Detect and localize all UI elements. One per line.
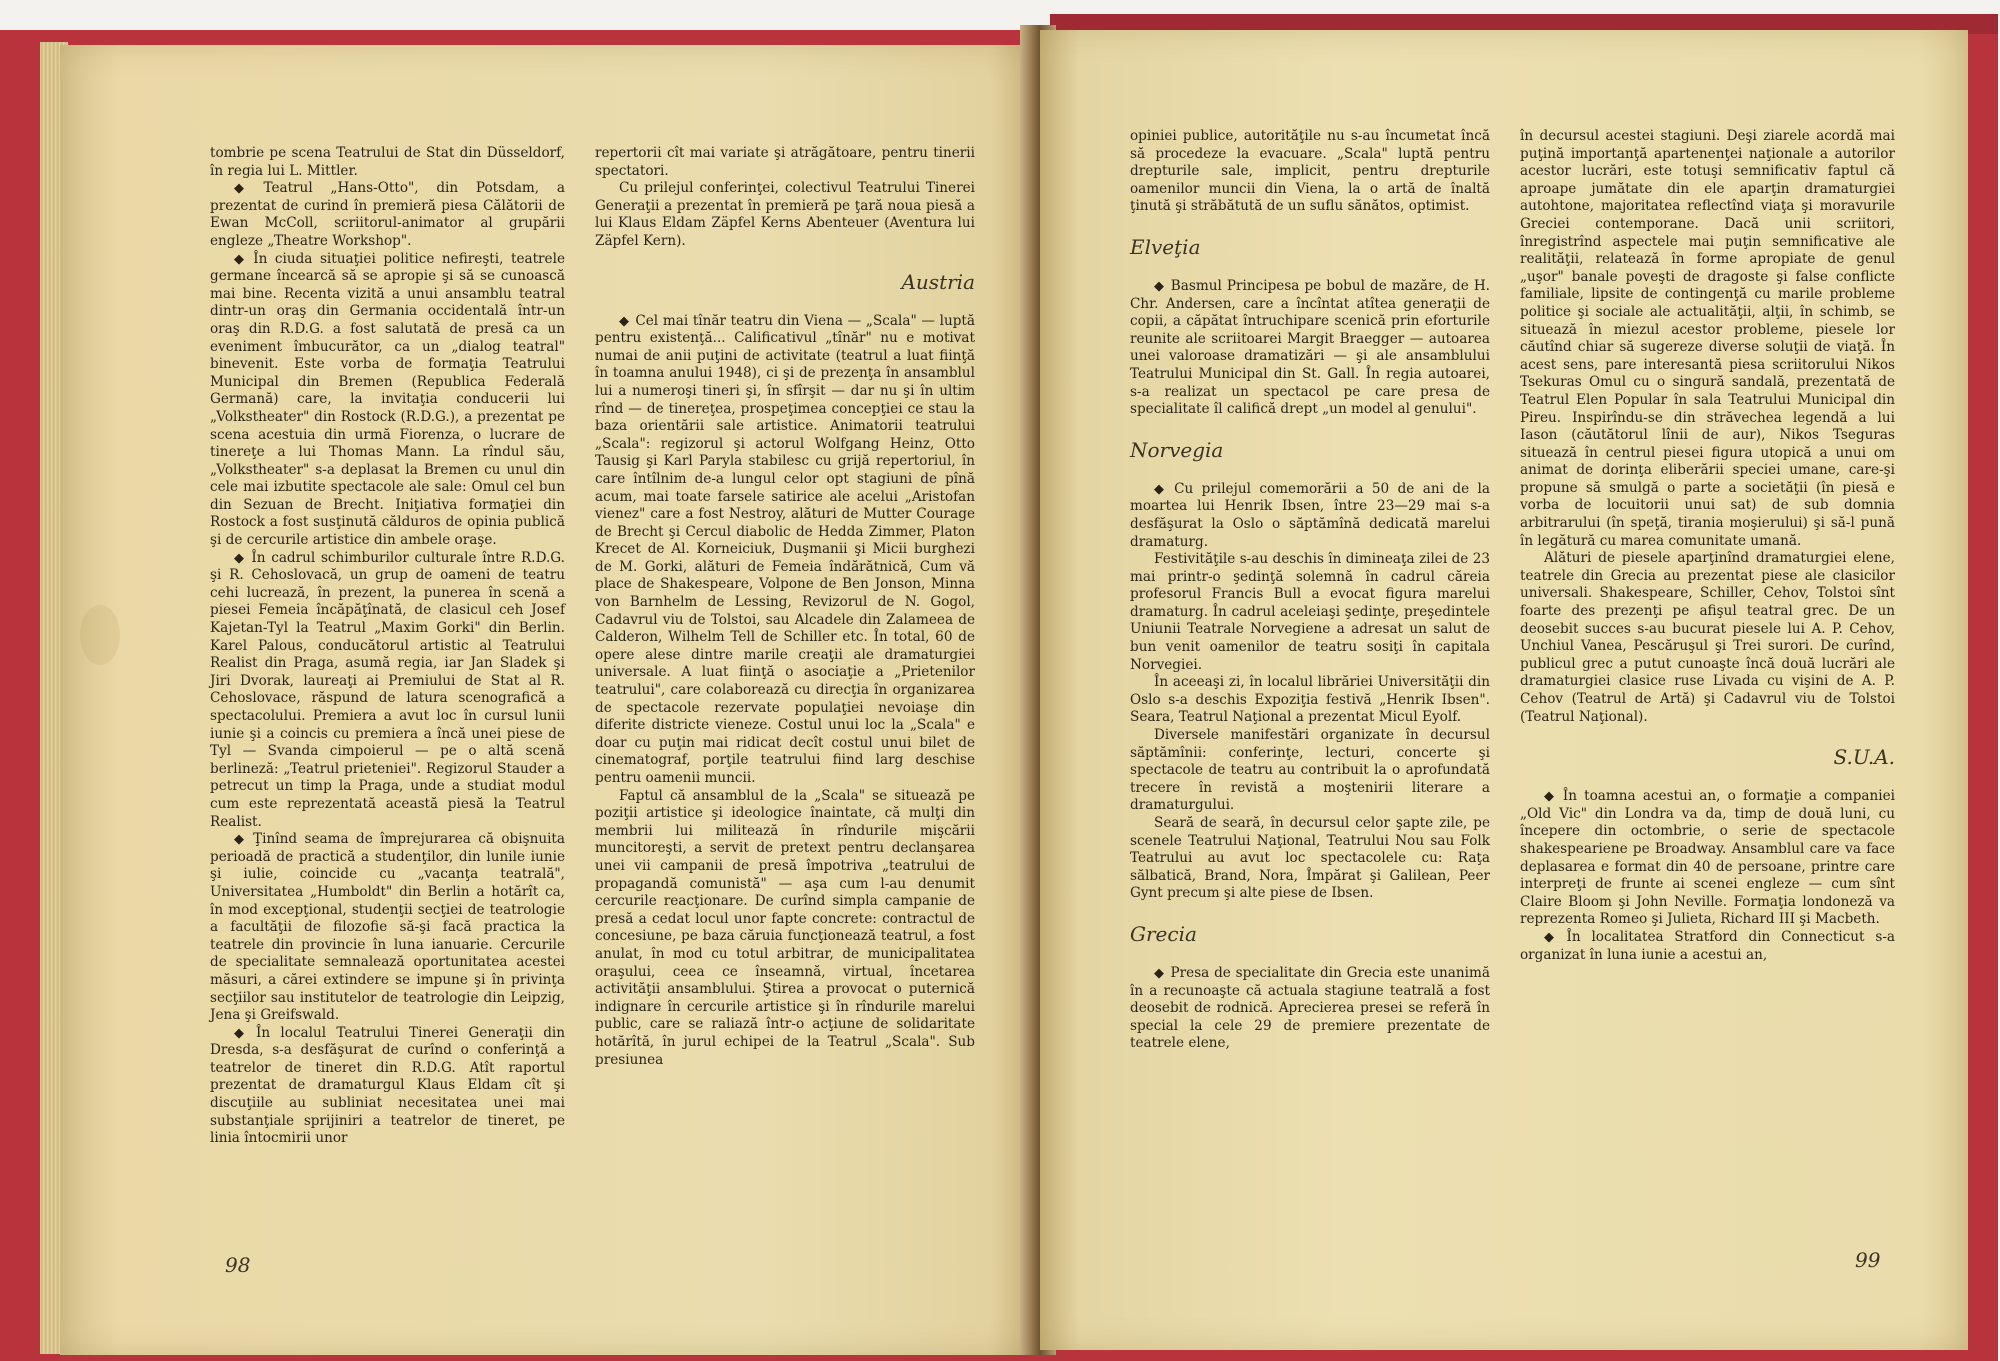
paragraph-text: tombrie pe scena Teatrului de Stat din Düsseldorf, în regia lui L. Mittler. xyxy=(210,145,565,179)
paragraph-text: În localul Teatrului Tinerei Generaţii din Dresda, s-a desfăşurat de curînd o conferinţă a teatrelor de tineret din R.D.G. Atît raportul prezentat de dramaturgul Klaus Eldam cît şi discuţiile au subliniat necesitatea unei mai substanţiale sprijiniri a teatrelor de tineret, pe linia întocmirii unor xyxy=(210,1024,565,1147)
section-heading-elvetia: Elveţia xyxy=(1130,234,1201,259)
paragraph-text: opiniei publice, autorităţile nu s-au încumetat încă să procedeze la evacuare. „Scala" luptă pentru drepturile sale, implicit, pentru drepturile oamenilor muncii din Viena, la o artă de înaltă ţinută şi străbătută de un suflu sănătos, optimist. xyxy=(1130,128,1490,215)
news-item xyxy=(210,550,565,832)
news-item xyxy=(1520,788,1895,929)
news-item xyxy=(1130,965,1490,1053)
paragraph-text: Festivităţile s-au deschis în dimineaţa zilei de 23 mai printr-o şedinţă solemnă în cadrul căreia profesorul Francis Bull a evocat figura marelui dramaturg. În cadrul aceleiaşi şedinţe, preşedintele Uniunii Teatrale Norvegiene a adresat un salut de bun venit oamenilor de teatru sosiţi în capitala Norvegiei. xyxy=(1130,551,1490,673)
paragraph-text: Diversele manifestări organizate în decursul săptămînii: conferinţe, lecturi, concerte şi spectacole de teatru au contribuit la o aprofundată trecere în revistă a moştenirii literare a dramaturgului. xyxy=(1130,727,1490,814)
diamond-bullet-icon: ◆ xyxy=(234,832,248,848)
news-item xyxy=(210,831,565,1025)
paragraph-text: Faptul că ansamblul de la „Scala" se situează pe poziţii artistice şi ideologice înaintate, că mulţi din membrii lui militează în rîndurile mişcării muncitoreşti, a servit de pretext pentru declanşarea unei vii campanii de presă împotriva „teatrului de propagandă comunistă" — aşa cum l-au denumit cercurile reacţionare. De curînd simpla campanie de presă a cedat locul unor fapte concrete: contractul de concesiune, pe baza căruia funcţionează teatrul, a fost anulat, în mod cu totul arbitrar, de municipalitatea oraşului, ceea ce înseamnă, virtual, încetarea activităţii ansamblului. Ştirea a provocat o puternică indignare în cercurile artistice şi în rîndurile marelui public, care se raliază într-o acţiune de solidaritate hotărîtă, în jurul echipei de la Teatrul „Scala". Sub presiunea xyxy=(595,787,975,1068)
diamond-bullet-icon: ◆ xyxy=(619,313,630,329)
paragraph xyxy=(1130,727,1490,815)
right-column-2 xyxy=(1520,128,1895,964)
paragraph xyxy=(1130,674,1490,727)
diamond-bullet-icon: ◆ xyxy=(234,550,246,566)
diamond-bullet-icon: ◆ xyxy=(1154,965,1165,981)
stain xyxy=(80,605,120,665)
paragraph-text: Presa de specialitate din Grecia este unanimă în a recunoaşte că actuala stagiune teatrală a fost deosebit de rodnică. Aprecierea presei se referă în special la cele 29 de premiere prezentate de teatrele elene, xyxy=(1130,964,1490,1052)
diamond-bullet-icon: ◆ xyxy=(234,1025,250,1041)
diamond-bullet-icon: ◆ xyxy=(1154,278,1165,294)
section-heading-sua: S.U.A. xyxy=(1833,745,1895,770)
paragraph-text: Teatrul „Hans-Otto", din Potsdam, a prezentat de curind în premieră piesa Călătorii de Ewan McColl, scriitorul-animator al grupării engleze „Theatre Workshop". xyxy=(210,180,565,249)
paragraph-text: Seară de seară, în decursul celor şapte zile, pe scenele Teatrului Naţional, Teatrului Nou sau Folk Teatrului au avut loc spectacolele cu: Raţa sălbatică, Brand, Nora, Împărat şi Galilean, Peer Gynt precum şi alte piese de Ibsen. xyxy=(1130,815,1490,902)
news-item xyxy=(210,180,565,250)
paragraph xyxy=(595,788,975,1070)
paragraph-text: În ciuda situaţiei politice nefireşti, teatrele germane încearcă să se apropie şi să se cunoască mai bine. Recenta vizită a unui ansamblu teatral dintr-un oraş din Germania occidentală într-un oraş din R.D.G. a fost salutată de presă ca un eveniment îmbucurător, ca un „dialog teatral" binevenit. Este vorba de formaţia Teatrului Municipal din Bremen (Republica Federală Germană) care, la invitaţia conducerii lui „Volkstheater" din Rostock (R.D.G.), a prezentat pe scena acestuia din urmă Fiorenza, o lucrare de tinereţe a lui Thomas Mann. La rîndul său, „Volkstheater" s-a deplasat la Bremen cu unul din cele mai izbutite spectacole ale sale: Omul cel bun din Sezuan de Brecht. Iniţiativa formaţiei din Rostock a fost susţinută călduros de opinia publică şi de cercurile artistice din ambele oraşe. xyxy=(210,250,565,549)
paragraph xyxy=(210,145,565,180)
paragraph xyxy=(1520,550,1895,726)
section-heading-austria: Austria xyxy=(901,269,975,294)
right-column-1 xyxy=(1130,128,1490,1053)
news-item xyxy=(595,313,975,788)
left-page xyxy=(60,45,1035,1355)
left-column-1 xyxy=(210,145,565,1148)
paragraph-text: În aceeaşi zi, în localul librăriei Universităţii din Oslo s-a deschis Expoziţia festivă „Henrik Ibsen". Seara, Teatrul Naţional a prezentat Micul Eyolf. xyxy=(1130,674,1490,726)
diamond-bullet-icon: ◆ xyxy=(234,181,258,197)
paragraph xyxy=(1130,551,1490,674)
paragraph-text: Basmul Principesa pe bobul de mazăre, de H. Chr. Andersen, care a încîntat atîtea generaţii de copii, a căpătat întruchipare scenică prin eforturile reunite ale scriitoarei Margit Braegger — autoarea unei valoroase dramatizări — şi ale ansamblului Teatrului Municipal din St. Gall. În regia autoarei, s-a realizat un spectacol pe care presa de specialitate îl califică drept „un model al genului". xyxy=(1130,277,1491,418)
paragraph-text: Cu prilejul conferinţei, colectivul Teatrului Tinerei Generaţii a prezentat în premieră pe ţară noua piesă a lui Klaus Eldam Zäpfel Kerns Abenteuer (Aventura lui Zäpfel Kern). xyxy=(595,180,975,249)
paragraph-text: repertorii cît mai variate şi atrăgătoare, pentru tinerii spectatori. xyxy=(595,145,975,179)
page-number-right: 99 xyxy=(1855,1248,1881,1272)
news-item xyxy=(1520,929,1895,964)
news-item xyxy=(210,251,565,550)
paragraph-text: În localitatea Stratford din Connecticut s-a organizat în luna iunie a acestui an, xyxy=(1520,928,1896,963)
paragraph-text: În toamna acestui an, o formaţie a companiei „Old Vic" din Londra va da, timp de două luni, cu începere din octombrie, o serie de spectacole shakespeariene pe Broadway. Ansamblul care va face deplasarea e format din 40 de persoane, printre care interpreţi de frunte ai scenei engleze — cum sînt Claire Bloom şi John Neville. Formaţia londoneză va reprezenta Romeo şi Julieta, Richard III şi Macbeth. xyxy=(1520,788,1896,928)
paragraph-text: Cu prilejul comemorării a 50 de ani de la moartea lui Henrik Ibsen, între 23—29 mai s-a desfăşurat la Oslo o săptămînă dedicată marelui dramaturg. xyxy=(1130,480,1490,550)
paragraph-text: Cel mai tînăr teatru din Viena — „Scala" — luptă pentru existenţă... Calificativul „tînăr" nu e motivat numai de anii puţini de activitate (teatrul a luat fiinţă în toamna anului 1948), ci şi de prezenţa în ansamblul lui a numeroşi tineri şi, în sfîrşit — dar nu şi în ultim rînd — de tinereţea, prospeţimea concepţiei ce stau la baza orientării sale artistice. Animatorii teatrului „Scala": regizorul şi actorul Wolfgang Heinz, Otto Tausig şi Karl Paryla stabilesc cu grijă repertoriul, în care întîlnim de-a lungul celor opt stagiuni de pînă acum, mai toate farsele satirice ale acelui „Aristofan vienez" care a fost Nestroy, alături de Mutter Courage de Brecht şi Cercul diabolic de Hedda Zimmer, Platon Krecet de Al. Korneiciuk, Duşmanii şi Micii burghezi de M. Gorki, alături de Femeia îndărătnică, Cum vă place de Shakespeare, Volpone de Ben Jonson, Minna von Barnhelm de Lessing, Revizorul de N. Gogol, Cadavrul viu de Tolstoi, sau Alcadele din Zalameea de Calderon, Wilhelm Tell de Schiller etc. În total, 60 de opere alese dintre marile creaţii ale dramaturgiei universale. A luat fiinţă o asociaţie a „Prietenilor teatrului", care colaborează cu direcţia în organizarea de spectacole rezervate populaţiei nevoiaşe din diferite districte vieneze. Costul unui loc la „Scala" e doar cu puţin mai ridicat decît costul unui bilet de cinematograf, porţile teatrului fiind larg deschise pentru oamenii muncii. xyxy=(595,312,976,786)
paragraph xyxy=(1130,128,1490,216)
left-column-2 xyxy=(595,145,975,1069)
diamond-bullet-icon: ◆ xyxy=(1544,789,1557,805)
page-number-left: 98 xyxy=(225,1253,251,1277)
paragraph xyxy=(1130,815,1490,903)
paragraph xyxy=(1520,128,1895,550)
section-heading-grecia: Grecia xyxy=(1130,921,1197,946)
paragraph-text: Ţinînd seama de împrejurarea că obişnuita perioadă de practică a studenţilor, din lunile iunie şi iulie, coincide cu „vacanţa teatrală", Universitatea „Humboldt" din Berlin a hotărît ca, în mod excepţional, studenţii secţiei de teatrologie a facultăţii de filozofie să-şi facă practica la teatrele din provincie în luna ianuarie. Cercurile de specialitate semnalează oportunitatea acestei măsuri, a cărei extindere se impune şi în privinţa secţiilor sau institutelor de teatrologie din Leipzig, Jena şi Greifswald. xyxy=(210,831,565,1024)
news-item xyxy=(1130,481,1490,551)
paragraph-text: Alături de piesele aparţinînd dramaturgiei elene, teatrele din Grecia au prezentat piese ale clasicilor universali. Shakespeare, Schiller, Cehov, Tolstoi sînt foarte des prezenţi pe afişul teatral grec. De un deosebit succes s-au bucurat piesele lui A. P. Cehov, Unchiul Vanea, Pescăruşul şi Trei surori. De curînd, publicul grec a putut cunoaşte încă două lucrări ale dramaturgiei clasice ruse Livada cu vişini de A. P. Cehov (Teatrul de Artă) şi Cadavrul viu de Tolstoi (Teatrul Naţional). xyxy=(1520,550,1895,725)
paragraph-text: În cadrul schimburilor culturale între R.D.G. şi R. Cehoslovacă, un grup de oameni de teatru cehi lucrează, în prezent, la punerea în scenă a piesei Femeia încăpăţînată, de clasicul ceh Josef Kajetan-Tyl la Teatrul „Maxim Gorki" din Berlin. Karel Palous, conducătorul artistic al Teatrului Realist din Praga, asumă regia, iar Jan Sladek şi Jiri Dvorak, laureaţi ai Premiului de Stat al R. Cehoslovace, răspund de latura scenografică a spectacolului. Premiera a avut loc în cursul lunii iunie şi a coincis cu premiera a încă unei piese de Tyl — Svanda cimpoierul — pe o altă scenă berlineză: „Teatrul prieteniei". Regizorul Stauder a petrecut un timp la Praga, unde a studiat modul cum este reprezentată această piesă la Teatrul Realist. xyxy=(210,549,565,830)
news-item xyxy=(210,1025,565,1148)
news-item xyxy=(1130,278,1490,419)
diamond-bullet-icon: ◆ xyxy=(234,251,248,267)
section-heading-norvegia: Norvegia xyxy=(1130,437,1224,462)
right-page xyxy=(1040,30,1968,1350)
paragraph xyxy=(595,180,975,250)
paragraph-text: în decursul acestei stagiuni. Deşi ziarele acordă mai puţină importanţă apartenenţei naţionale a autorilor acestor lucrări, este totuşi semnificativ faptul că aproape jumătate din ele aparţin dramaturgiei autohtone, majoritatea reflectînd viaţa şi moravurile Greciei contemporane. Dacă unii scriitori, înregistrînd aspectele mai puţin semnificative ale realităţii, relatează în forme apropiate de genul „uşor" banale poveşti de dragoste şi false conflicte familiale, lipsite de contingenţă cu marile probleme politice şi sociale ale actualităţii, alţii, în schimb, se situează în miezul acestor probleme, piesele lor căutînd chiar să sugereze diverse soluţii de viaţă. În acest sens, pare interesantă piesa scriitorului Nikos Tsekuras Omul cu o singură sandală, prezentată de Teatrul Elen Popular în sala Teatrului Municipal din Pireu. Inspirîndu-se din străvechea legendă a lui Iason (căutătorul lînii de aur), Nikos Tseguras situează în centrul piesei figura utopică a unui om animat de dorinţa eliberării speciei umane, care-şi propune să smulgă o parte a societăţii (în piesă e vorba de locuitorii unui sat) de sub domnia arbitrarului (în speţă, tirania moşierului) şi să-l pună în legătură cu marea comunitate umană. xyxy=(1520,128,1895,549)
diamond-bullet-icon: ◆ xyxy=(1544,929,1561,945)
diamond-bullet-icon: ◆ xyxy=(1154,481,1169,497)
paragraph xyxy=(595,145,975,180)
